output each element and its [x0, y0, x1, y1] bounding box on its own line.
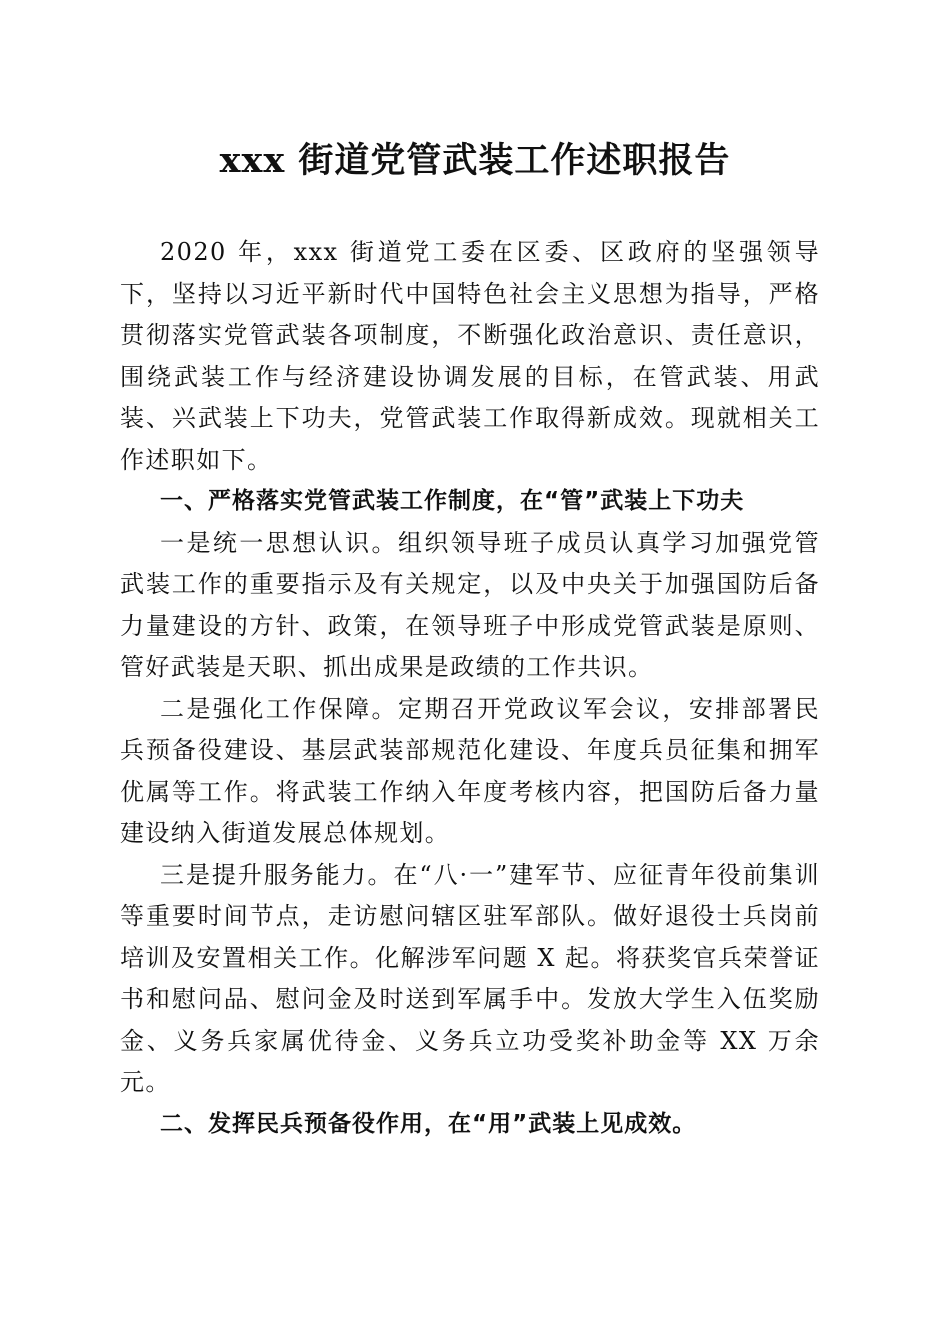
item-lead: 一是统一思想认识。: [160, 528, 398, 557]
section-heading-1: 一、严格落实党管武装工作制度，在“管”武装上下功夫: [160, 488, 745, 514]
item-text: 在“八·一”建军节、应征青年役前集训等重要时间节点，走访慰问辖区驻军部队。做好退役士兵岗前培训及安置相关工作。化解涉军问题 X 起。将获奖官兵荣誉证书和慰问品、慰问金及时送到军属手中。发放大学生入伍奖励金、义务兵家属优待金、义务兵立功受奖补助金等 XX 万余元。: [120, 860, 820, 1096]
document-body: [120, 232, 820, 1145]
document-title: xxx 街道党管武装工作述职报告: [219, 140, 731, 181]
section1-item-2: [120, 689, 820, 855]
item-lead: 三是提升服务能力。: [160, 860, 394, 889]
section-heading-2: 二、发挥民兵预备役作用，在“用”武装上见成效。: [160, 1110, 697, 1137]
intro-paragraph: 2020 年，xxx 街道党工委在区委、区政府的坚强领导下，坚持以习近平新时代中国特色社会主义思想为指导，严格贯彻落实党管武装各项制度，不断强化政治意识、责任意识，围绕武装工作与经济建设协调发展的目标，在管武装、用武装、兴武装上下功夫，党管武装工作取得新成效。现就相关工作述职如下。: [120, 238, 820, 474]
item-lead: 二是强化工作保障。: [160, 694, 398, 723]
section1-item-3: [120, 855, 820, 1104]
item-text: 定期召开党政议军会议，安排部署民兵预备役建设、基层武装部规范化建设、年度兵员征集和拥军优属等工作。将武装工作纳入年度考核内容，把国防后备力量建设纳入街道发展总体规划。: [120, 694, 820, 847]
item-text: 组织领导班子成员认真学习加强党管武装工作的重要指示及有关规定，以及中央关于加强国防后备力量建设的方针、政策，在领导班子中形成党管武装是原则、管好武装是天职、抓出成果是政绩的工作共识。: [120, 528, 820, 681]
section1-item-1: [120, 523, 820, 689]
